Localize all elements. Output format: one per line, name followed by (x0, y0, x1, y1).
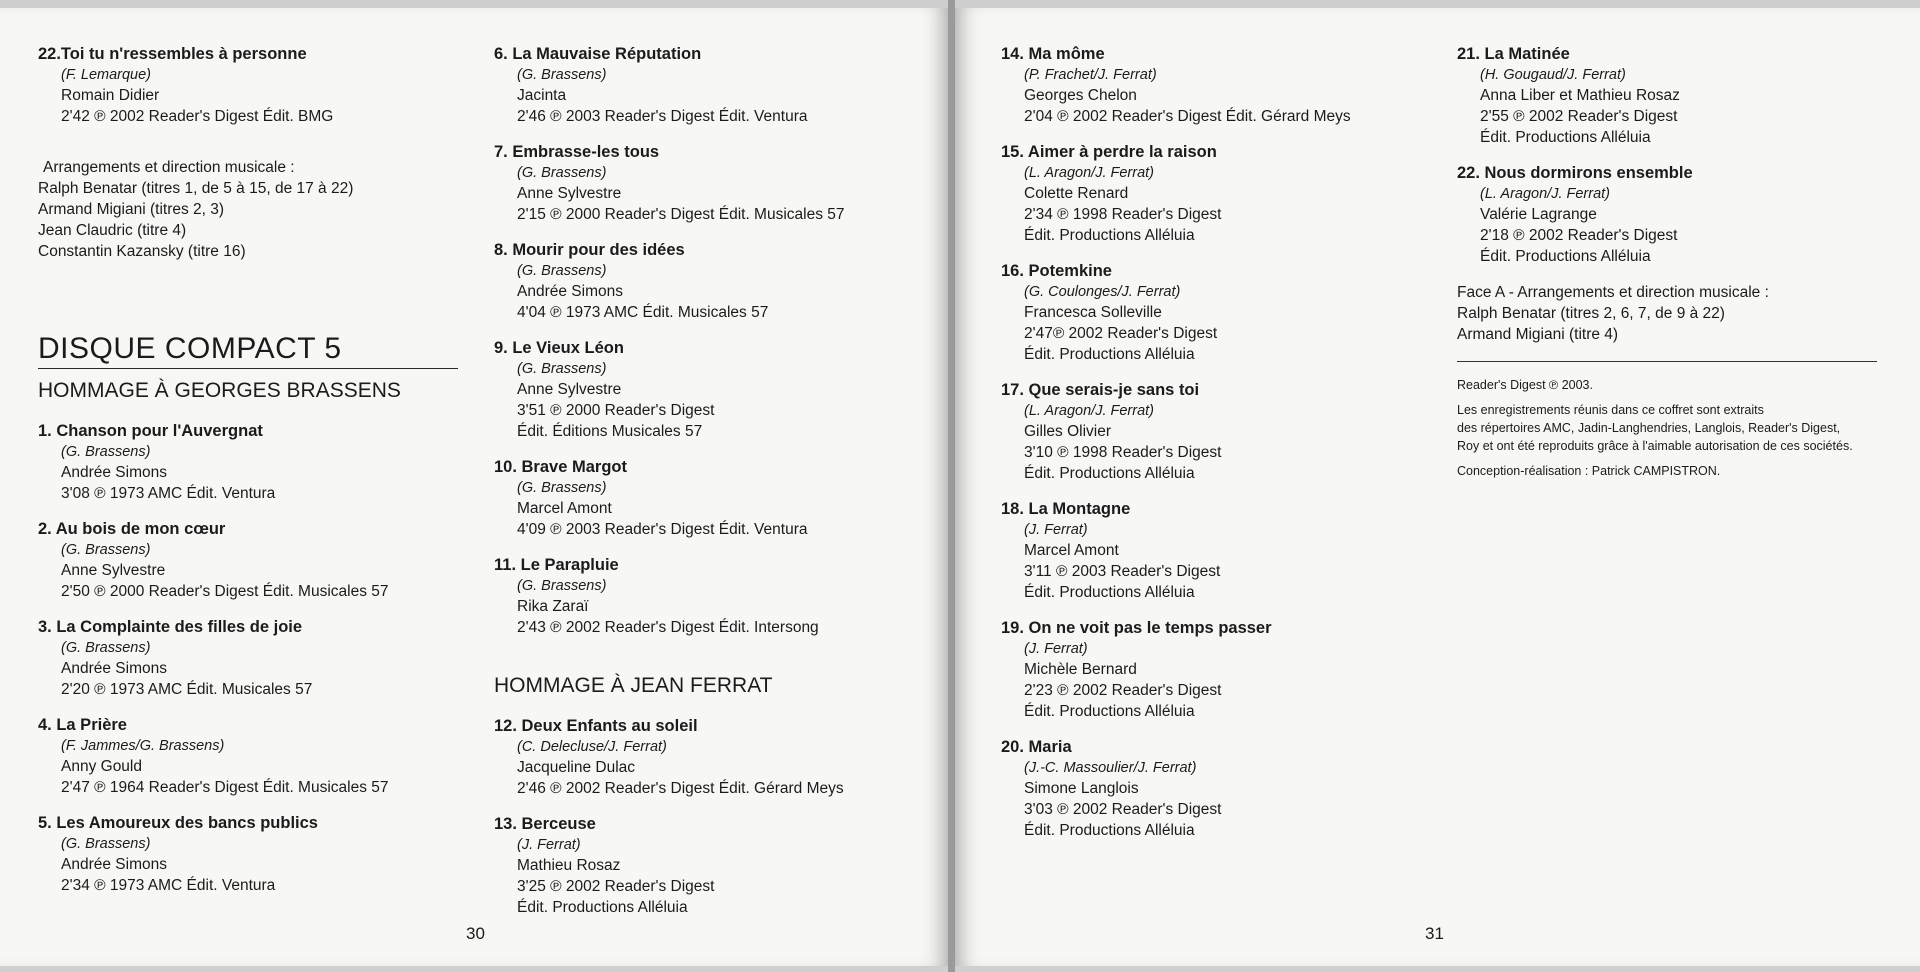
arrangements-heading: Face A - Arrangements et direction musicale : (1457, 284, 1769, 301)
track-details-2: Édit. Productions Alléluia (517, 899, 688, 916)
track-title: 6. La Mauvaise Réputation (494, 45, 702, 63)
track-title: 17. Que serais-je sans toi (1001, 381, 1200, 399)
track-composer: (G. Brassens) (61, 542, 151, 558)
track-details-2: Édit. Productions Alléluia (1024, 346, 1195, 363)
track-title: 3. La Complainte des filles de joie (38, 618, 303, 636)
conception-line: Conception-réalisation : Patrick CAMPISTRON. (1457, 464, 1721, 478)
track-title: 4. La Prière (38, 716, 127, 734)
page-number: 31 (1425, 924, 1444, 943)
track-artist: Andrée Simons (61, 660, 167, 677)
track-artist: Colette Renard (1024, 185, 1129, 202)
track-item (38, 44, 458, 127)
arrangement-line: Constantin Kazansky (titre 16) (38, 243, 246, 260)
left-column-2 (494, 44, 924, 933)
track-composer: (F. Jammes/G. Brassens) (61, 738, 225, 754)
track-composer: (G. Coulonges/J. Ferrat) (1024, 284, 1181, 300)
track-details: 2'34 ℗ 1998 Reader's Digest (1024, 206, 1222, 223)
disc-title (38, 332, 458, 369)
track-item (494, 44, 924, 127)
track-artist: Andrée Simons (61, 856, 167, 873)
track-composer: (J.-C. Massoulier/J. Ferrat) (1024, 760, 1197, 776)
track-composer: (L. Aragon/J. Ferrat) (1024, 403, 1155, 419)
credits-block (1457, 376, 1897, 480)
track-details-2: Édit. Productions Alléluia (1024, 584, 1195, 601)
track-artist: Valérie Lagrange (1480, 206, 1597, 223)
track-title: 1. Chanson pour l'Auvergnat (38, 422, 263, 440)
track-item (494, 457, 924, 540)
track-composer: (J. Ferrat) (1024, 522, 1088, 538)
track-details: 3'51 ℗ 2000 Reader's Digest (517, 402, 715, 419)
track-details: 4'09 ℗ 2003 Reader's Digest Édit. Ventura (517, 521, 808, 538)
track-composer: (G. Brassens) (61, 836, 151, 852)
track-composer: (H. Gougaud/J. Ferrat) (1480, 67, 1626, 83)
track-title: 7. Embrasse-les tous (494, 143, 660, 161)
track-title: 10. Brave Margot (494, 458, 627, 476)
track-title: 15. Aimer à perdre la raison (1001, 143, 1217, 161)
track-title: 19. On ne voit pas le temps passer (1001, 619, 1272, 637)
track-item (1001, 499, 1421, 603)
track-title: 13. Berceuse (494, 815, 596, 833)
track-artist: Andrée Simons (61, 464, 167, 481)
page-30 (0, 8, 948, 966)
track-composer: (C. Delecluse/J. Ferrat) (517, 739, 667, 755)
track-title: 2. Au bois de mon cœur (38, 520, 226, 538)
spine-gutter (948, 0, 955, 972)
track-title: 22. Nous dormirons ensemble (1457, 164, 1693, 182)
track-artist: Anne Sylvestre (61, 562, 166, 579)
track-details: 2'34 ℗ 1973 AMC Édit. Ventura (61, 877, 276, 894)
recordings-line: Roy et ont été reproduits grâce à l'aimable autorisation de ces sociétés. (1457, 439, 1853, 453)
recordings-line: Les enregistrements réunis dans ce coffret sont extraits (1457, 403, 1764, 417)
track-item (494, 338, 924, 442)
track-title: 5. Les Amoureux des bancs publics (38, 814, 318, 832)
track-details-2: Édit. Productions Alléluia (1024, 227, 1195, 244)
track-details: 3'03 ℗ 2002 Reader's Digest (1024, 801, 1222, 818)
track-composer: (L. Aragon/J. Ferrat) (1024, 165, 1155, 181)
copyright-line: Reader's Digest ℗ 2003. (1457, 378, 1593, 392)
track-item (38, 617, 458, 700)
track-details-2: Édit. Productions Alléluia (1480, 248, 1651, 265)
track-composer: (G. Brassens) (517, 67, 607, 83)
track-composer: (G. Brassens) (517, 165, 607, 181)
track-composer: (G. Brassens) (61, 444, 151, 460)
track-item (1457, 163, 1897, 267)
track-artist: Anny Gould (61, 758, 142, 775)
track-details: 2'04 ℗ 2002 Reader's Digest Édit. Gérard Meys (1024, 108, 1351, 125)
track-title: 14. Ma môme (1001, 45, 1105, 63)
track-details: 3'10 ℗ 1998 Reader's Digest (1024, 444, 1222, 461)
track-item (38, 813, 458, 896)
track-artist: Mathieu Rosaz (517, 857, 621, 874)
track-item (494, 142, 924, 225)
track-details: 2'23 ℗ 2002 Reader's Digest (1024, 682, 1222, 699)
track-details: 3'11 ℗ 2003 Reader's Digest (1024, 563, 1221, 580)
track-artist: Georges Chelon (1024, 87, 1137, 104)
track-artist: Jacqueline Dulac (517, 759, 636, 776)
track-details: 2'18 ℗ 2002 Reader's Digest (1480, 227, 1678, 244)
track-title: 8. Mourir pour des idées (494, 241, 685, 259)
track-artist: Anne Sylvestre (517, 381, 622, 398)
track-details-2: Édit. Éditions Musicales 57 (517, 423, 703, 440)
right-column-2 (1457, 44, 1897, 487)
arrangements-heading: Arrangements et direction musicale : (43, 159, 295, 176)
track-details: 2'20 ℗ 1973 AMC Édit. Musicales 57 (61, 681, 313, 698)
page-31 (955, 8, 1920, 966)
track-details: 2'46 ℗ 2003 Reader's Digest Édit. Ventura (517, 108, 808, 125)
track-artist: Romain Didier (61, 87, 160, 104)
track-composer: (L. Aragon/J. Ferrat) (1480, 186, 1611, 202)
track-item (1001, 737, 1421, 841)
track-artist: Marcel Amont (1024, 542, 1119, 559)
track-details: 4'04 ℗ 1973 AMC Édit. Musicales 57 (517, 304, 769, 321)
recordings-line: des répertoires AMC, Jadin-Langhendries, Langlois, Reader's Digest, (1457, 421, 1841, 435)
track-title: 18. La Montagne (1001, 500, 1131, 518)
track-title: 9. Le Vieux Léon (494, 339, 624, 357)
track-composer: (G. Brassens) (517, 263, 607, 279)
track-details: 2'47 ℗ 1964 Reader's Digest Édit. Musicales 57 (61, 779, 389, 796)
track-item (38, 715, 458, 798)
track-item (1001, 380, 1421, 484)
track-artist: Anna Liber et Mathieu Rosaz (1480, 87, 1680, 104)
track-artist: Michèle Bernard (1024, 661, 1137, 678)
track-artist: Simone Langlois (1024, 780, 1139, 797)
track-artist: Andrée Simons (517, 283, 623, 300)
track-composer: (G. Brassens) (517, 578, 607, 594)
track-artist: Rika Zaraï (517, 598, 589, 615)
track-title: 12. Deux Enfants au soleil (494, 717, 698, 735)
track-details-2: Édit. Productions Alléluia (1024, 822, 1195, 839)
track-details: 2'47℗ 2002 Reader's Digest (1024, 325, 1218, 342)
track-details: 2'55 ℗ 2002 Reader's Digest (1480, 108, 1678, 125)
track-item (1001, 618, 1421, 722)
arrangement-line: Ralph Benatar (titres 1, de 5 à 15, de 17 à 22) (38, 180, 354, 197)
track-details: 2'50 ℗ 2000 Reader's Digest Édit. Musicales 57 (61, 583, 389, 600)
arrangement-line: Ralph Benatar (titres 2, 6, 7, de 9 à 22) (1457, 305, 1725, 322)
track-composer: (P. Frachet/J. Ferrat) (1024, 67, 1157, 83)
track-details: 2'46 ℗ 2002 Reader's Digest Édit. Gérard Meys (517, 780, 844, 797)
left-column-1 (38, 44, 458, 911)
track-details: 2'43 ℗ 2002 Reader's Digest Édit. Intersong (517, 619, 819, 636)
page-number: 30 (466, 924, 485, 943)
track-details-2: Édit. Productions Alléluia (1480, 129, 1651, 146)
track-artist: Jacinta (517, 87, 567, 104)
track-composer: (J. Ferrat) (1024, 641, 1088, 657)
track-composer: (J. Ferrat) (517, 837, 581, 853)
track-title: 21. La Matinée (1457, 45, 1570, 63)
track-item (494, 240, 924, 323)
right-column-1 (1001, 44, 1421, 856)
track-details: 2'15 ℗ 2000 Reader's Digest Édit. Musicales 57 (517, 206, 845, 223)
disc-title-text: DISQUE COMPACT 5 (38, 332, 458, 369)
divider (1457, 361, 1877, 362)
track-artist: Marcel Amont (517, 500, 612, 517)
track-composer: (G. Brassens) (61, 640, 151, 656)
track-item (1457, 44, 1897, 148)
arrangements-block (1457, 282, 1897, 345)
track-composer: (F. Lemarque) (61, 67, 151, 83)
track-details-2: Édit. Productions Alléluia (1024, 703, 1195, 720)
track-item (1001, 142, 1421, 246)
track-item (38, 421, 458, 504)
track-details: 3'25 ℗ 2002 Reader's Digest (517, 878, 715, 895)
track-details: 3'08 ℗ 1973 AMC Édit. Ventura (61, 485, 276, 502)
track-item (494, 555, 924, 638)
section-title-ferrat: HOMMAGE À JEAN FERRAT (494, 674, 773, 697)
track-artist: Francesca Solleville (1024, 304, 1162, 321)
track-title: 22.Toi tu n'ressembles à personne (38, 45, 307, 63)
arrangement-line: Armand Migiani (titres 2, 3) (38, 201, 225, 218)
track-item (494, 716, 924, 799)
track-title: 11. Le Parapluie (494, 556, 619, 574)
track-item (494, 814, 924, 918)
track-item (1001, 44, 1421, 127)
section-title-brassens: HOMMAGE À GEORGES BRASSENS (38, 379, 401, 402)
arrangement-line: Armand Migiani (titre 4) (1457, 326, 1619, 343)
track-item (1001, 261, 1421, 365)
track-item (38, 519, 458, 602)
track-artist: Gilles Olivier (1024, 423, 1111, 440)
track-title: 20. Maria (1001, 738, 1072, 756)
track-details: 2'42 ℗ 2002 Reader's Digest Édit. BMG (61, 108, 334, 125)
arrangement-line: Jean Claudric (titre 4) (38, 222, 187, 239)
track-artist: Anne Sylvestre (517, 185, 622, 202)
track-details-2: Édit. Productions Alléluia (1024, 465, 1195, 482)
track-composer: (G. Brassens) (517, 480, 607, 496)
track-composer: (G. Brassens) (517, 361, 607, 377)
arrangements-block (38, 157, 458, 262)
track-title: 16. Potemkine (1001, 262, 1112, 280)
